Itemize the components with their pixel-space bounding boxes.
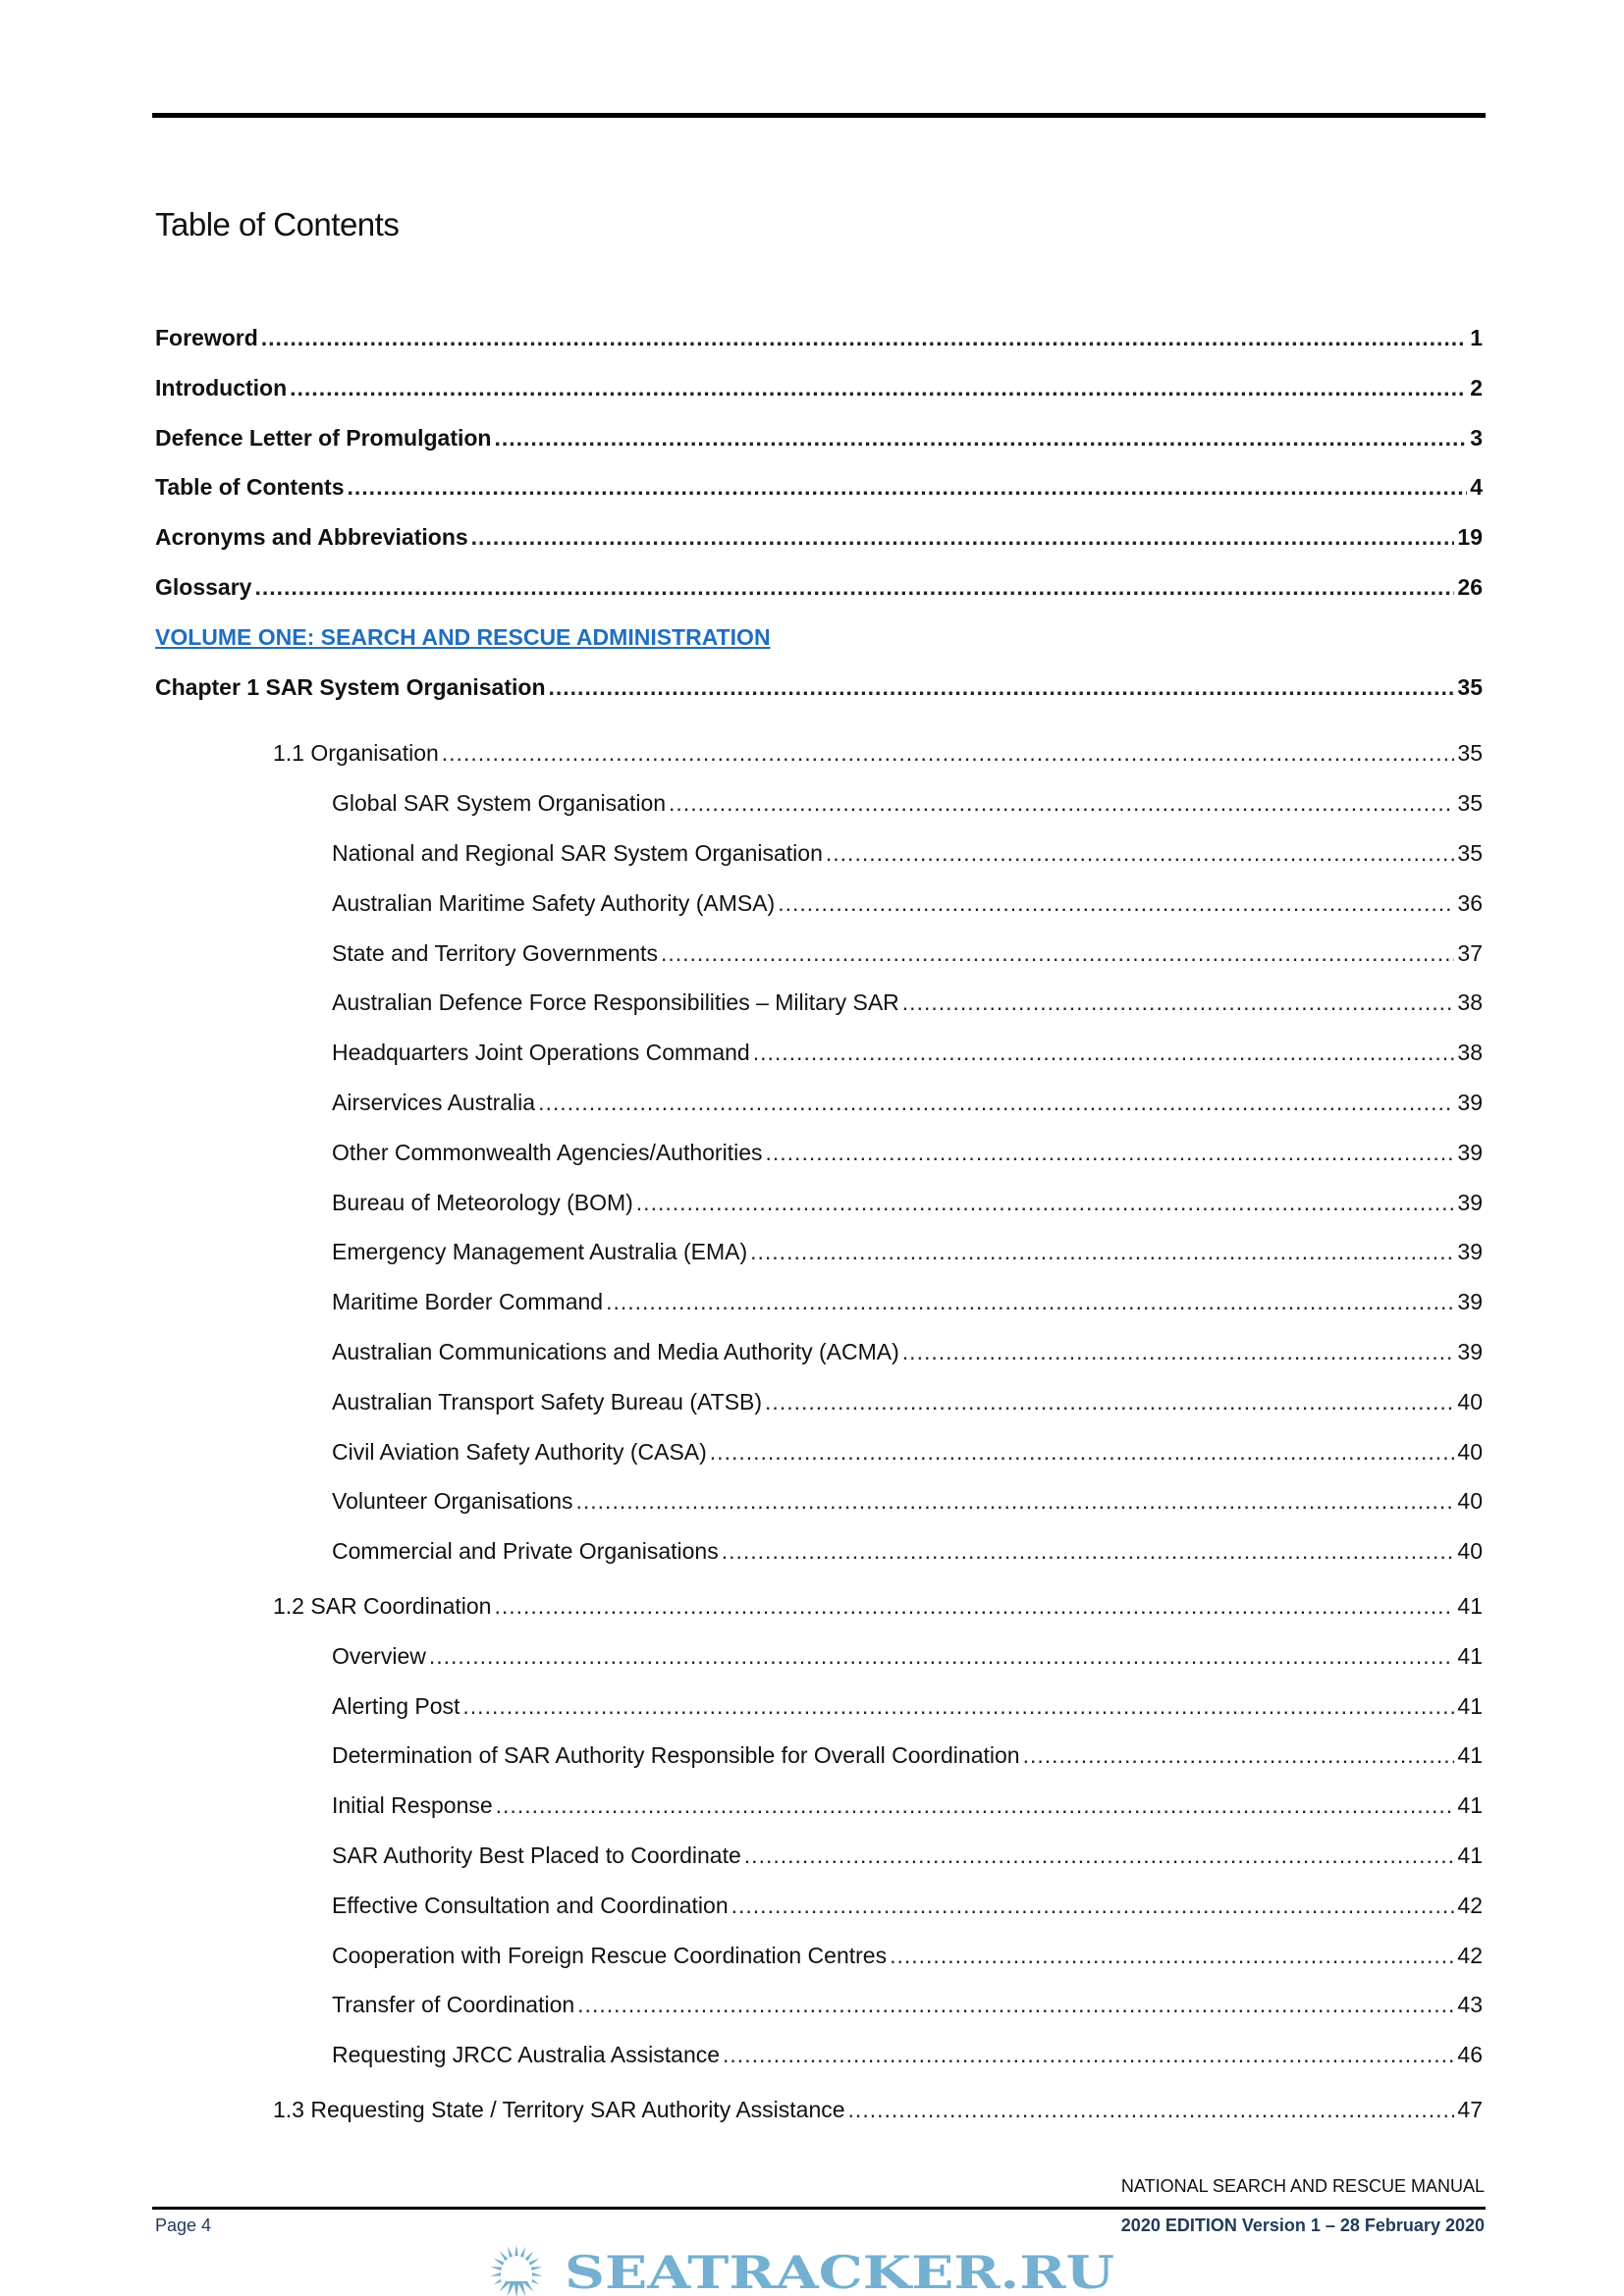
entry-page: 40 [1457,1538,1483,1565]
dot-leader [496,1787,1455,1824]
toc-entry[interactable] [155,319,1483,369]
dot-leader [750,1233,1454,1270]
dot-leader [261,319,1467,356]
entry-page: 39 [1457,1089,1483,1115]
entry-label: Airservices Australia [332,1089,536,1115]
footer-manual-title: NATIONAL SEARCH AND RESCUE MANUAL [1120,2176,1485,2196]
footer-edition: 2020 EDITION Version 1 – 28 February 2020 [1120,2216,1485,2235]
entry-label: Determination of SAR Authority Responsible for Overall Coordination [332,1742,1020,1769]
entry-page: 19 [1457,524,1483,551]
entry-page: 40 [1457,1488,1483,1515]
toc-subsection[interactable] [155,934,1483,985]
entry-label: Civil Aviation Safety Authority (CASA) [332,1438,707,1465]
toc-entry[interactable] [155,518,1483,568]
dot-leader [744,1837,1455,1874]
dot-leader [826,834,1455,872]
footer-page-number: Page 4 [155,2216,212,2235]
toc-subsection[interactable] [155,1233,1483,1283]
toc-subsection[interactable] [155,1134,1483,1184]
entry-page: 47 [1457,2096,1483,2122]
entry-label: Glossary [155,573,252,600]
dot-leader [494,1587,1454,1625]
entry-page: 39 [1457,1239,1483,1265]
dot-leader [902,984,1455,1021]
entry-page: 35 [1457,839,1483,866]
toc-subsection[interactable] [155,1333,1483,1383]
toc-subsection[interactable] [155,1184,1483,1234]
entry-label: Maritime Border Command [332,1289,604,1315]
entry-label: Initial Response [332,1792,493,1819]
dot-leader [254,568,1454,606]
entry-label: Headquarters Joint Operations Command [332,1040,750,1066]
dot-leader [538,1084,1454,1121]
entry-page: 42 [1457,1942,1483,1968]
toc-subsection[interactable] [155,2036,1483,2086]
entry-page: 41 [1457,1692,1483,1719]
toc-entry[interactable] [155,369,1483,419]
entry-label: State and Territory Governments [332,939,658,966]
entry-page: 42 [1457,1892,1483,1918]
entry-label: 1.3 Requesting State / Territory SAR Authority Assistance [273,2096,845,2122]
dot-leader [722,1532,1455,1570]
dot-leader [606,1283,1454,1320]
entry-label: National and Regional SAR System Organisation [332,839,823,866]
table-of-contents [155,319,1483,2141]
dot-leader [577,1986,1454,2023]
toc-subsection[interactable] [155,1482,1483,1532]
entry-label: Chapter 1 SAR System Organisation [155,673,546,700]
toc-subsection[interactable] [155,1937,1483,1987]
entry-page: 26 [1457,573,1483,600]
entry-label: Alerting Post [332,1692,460,1719]
entry-label: Global SAR System Organisation [332,790,667,817]
entry-page: 39 [1457,1289,1483,1315]
entry-page: 38 [1457,1040,1483,1066]
entry-label: Table of Contents [155,474,345,501]
entry-label: Australian Defence Force Responsibilities – Military SAR [332,989,899,1016]
dot-leader [462,1687,1454,1725]
dot-leader [442,734,1455,772]
dot-leader [731,1887,1455,1924]
toc-subsection[interactable] [155,1034,1483,1084]
entry-label: Foreword [155,325,258,350]
entry-label: Effective Consultation and Coordination [332,1892,729,1918]
toc-subsection[interactable] [155,1687,1483,1737]
dot-leader [723,2036,1454,2073]
entry-page: 41 [1457,1742,1483,1769]
dot-leader [710,1433,1455,1470]
entry-label: Transfer of Coordination [332,1992,575,2018]
entry-label: Australian Transport Safety Bureau (ATSB) [332,1388,763,1415]
footer-rule [152,2207,1486,2210]
toc-subsection[interactable] [155,984,1483,1034]
entry-label: Defence Letter of Promulgation [155,424,492,451]
toc-entry[interactable] [155,468,1483,518]
toc-subsection[interactable] [155,1283,1483,1333]
dot-leader [494,419,1467,456]
toc-subsection[interactable] [155,884,1483,934]
sun-icon [490,2245,542,2296]
entry-label: Cooperation with Foreign Rescue Coordination Centres [332,1942,888,1968]
dot-leader [661,934,1454,972]
toc-subsection[interactable] [155,784,1483,834]
entry-label: Bureau of Meteorology (BOM) [332,1189,633,1215]
toc-subsection[interactable] [155,1986,1483,2036]
toc-section[interactable] [155,734,1483,784]
dot-leader [890,1937,1454,1974]
entry-page: 40 [1457,1388,1483,1415]
sun-disc-icon [501,2256,532,2281]
entry-label: SAR Authority Best Placed to Coordinate [332,1842,741,1868]
entry-page: 1 [1470,325,1483,350]
dot-leader [290,369,1467,406]
toc-subsection[interactable] [155,1887,1483,1937]
entry-page: 39 [1457,1338,1483,1364]
toc-chapter[interactable] [155,668,1483,719]
toc-subsection[interactable] [155,1383,1483,1433]
watermark-logo [0,2242,1624,2296]
entry-page: 43 [1457,1992,1483,2018]
entry-label: Emergency Management Australia (EMA) [332,1239,748,1265]
entry-label: Commercial and Private Organisations [332,1538,719,1565]
entry-page: 37 [1457,939,1483,966]
dot-leader [778,884,1454,922]
entry-label: Introduction [155,374,288,400]
dot-leader [848,2091,1455,2128]
entry-page: 41 [1457,1592,1483,1619]
toc-entry[interactable] [155,568,1483,618]
toc-subsection[interactable] [155,1637,1483,1687]
toc-subsection[interactable] [155,1837,1483,1887]
toc-subsection[interactable] [155,1787,1483,1837]
dot-leader [753,1034,1455,1071]
entry-page: 46 [1457,2042,1483,2068]
entry-page: 4 [1470,474,1483,501]
entry-page: 41 [1457,1792,1483,1819]
dot-leader [471,518,1455,556]
entry-page: 3 [1470,424,1483,451]
entry-page: 2 [1470,374,1483,400]
toc-subsection[interactable] [155,834,1483,884]
entry-label: Volunteer Organisations [332,1488,573,1515]
entry-label: Australian Communications and Media Authority (ACMA) [332,1338,899,1364]
entry-label: Australian Maritime Safety Authority (AMSA) [332,889,776,916]
dot-leader [348,468,1468,506]
volume-one-link[interactable]: VOLUME ONE: SEARCH AND RESCUE ADMINISTRATION [155,623,771,650]
entry-label: Requesting JRCC Australia Assistance [332,2042,721,2068]
entry-label: Acronyms and Abbreviations [155,524,468,551]
dot-leader [429,1637,1455,1675]
entry-label: 1.1 Organisation [273,740,439,767]
toc-subsection[interactable] [155,1532,1483,1582]
page-title: Table of Contents [155,206,400,242]
entry-page: 38 [1457,989,1483,1016]
dot-leader [636,1184,1455,1221]
entry-page: 35 [1457,673,1483,700]
entry-page: 39 [1457,1189,1483,1215]
dot-leader [766,1134,1455,1171]
entry-page: 35 [1457,790,1483,817]
toc-subsection[interactable] [155,1736,1483,1787]
toc-subsection[interactable] [155,1433,1483,1483]
toc-entry[interactable] [155,419,1483,469]
entry-page: 35 [1457,740,1483,767]
dot-leader [902,1333,1455,1370]
entry-label: Other Commonwealth Agencies/Authorities [332,1139,763,1165]
entry-page: 36 [1457,889,1483,916]
toc-section[interactable] [155,1587,1483,1637]
dot-leader [1023,1736,1455,1774]
entry-page: 41 [1457,1842,1483,1868]
dot-leader [765,1383,1454,1420]
entry-page: 40 [1457,1438,1483,1465]
entry-page: 39 [1457,1139,1483,1165]
dot-leader [669,784,1454,822]
dot-leader [576,1482,1455,1520]
header-rule [152,113,1486,118]
watermark-text: SEATRACKER.RU [565,2246,1114,2296]
toc-section[interactable] [155,2091,1483,2141]
dot-leader [549,668,1455,706]
entry-label: 1.2 SAR Coordination [273,1592,492,1619]
entry-label: Overview [332,1642,426,1669]
entry-page: 41 [1457,1642,1483,1669]
toc-subsection[interactable] [155,1084,1483,1134]
